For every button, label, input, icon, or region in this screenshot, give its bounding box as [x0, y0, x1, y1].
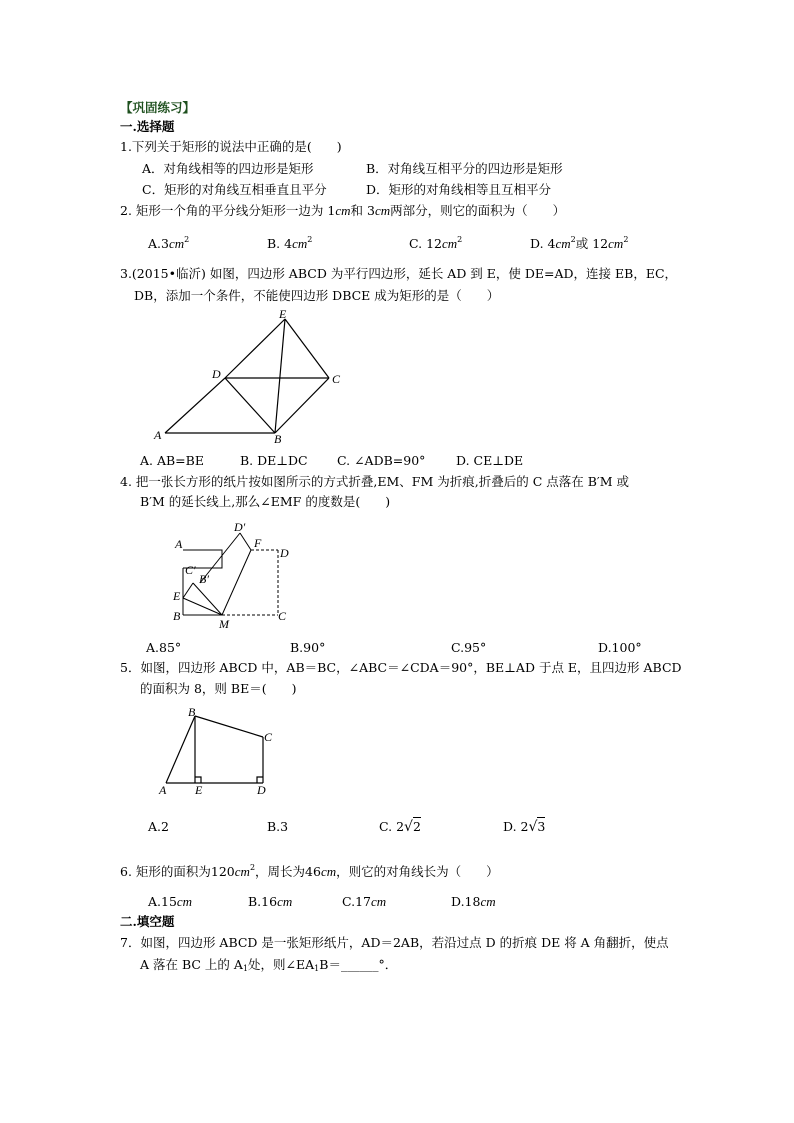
q5-line2: 的面积为 8，则 BE＝( ) — [140, 681, 297, 696]
q3-option-d: D. CE⊥DE — [456, 453, 524, 468]
q4-label-d: D — [280, 546, 289, 560]
q5-label-a: A — [159, 783, 167, 797]
q2-option-d: D. $4cm^2$或 $12cm^2$ — [530, 235, 629, 251]
q3-label-e: E — [279, 307, 287, 321]
q7-line1: 7．如图，四边形 ABCD 是一张矩形纸片，AD＝2AB，若沿过点 D 的折痕 DE 将 A 角翻折，使点 — [120, 935, 669, 950]
q3-option-b: B. DE⊥DC — [240, 453, 308, 468]
q4-option-c: C.95° — [451, 640, 487, 655]
q1-stem: 1.下列关于矩形的说法中正确的是( ) — [120, 139, 342, 154]
q4-label-c-prime: C′ — [185, 563, 196, 577]
q6-option-c: C.17cm — [342, 894, 387, 909]
q4-label-b: B — [173, 609, 181, 623]
q4-line1: 4. 把一张长方形的纸片按如图所示的方式折叠,EM、FM 为折痕,折叠后的 C 点落在 B′M 或 — [120, 474, 629, 489]
part2-heading: 二.填空题 — [120, 914, 175, 929]
q6-option-b: B.16cm — [248, 894, 293, 909]
q5-option-c: C. 2√2 — [379, 819, 421, 835]
q4-option-d: D.100° — [598, 640, 642, 655]
q3-label-b: B — [274, 432, 282, 446]
q2-option-c: C. $12cm^2$ — [409, 235, 463, 251]
q5-line1: 5．如图，四边形 ABCD 中，AB＝BC，∠ABC＝∠CDA＝90°，BE⊥AD 于点 E，且四边形 ABCD — [120, 660, 682, 675]
q2-option-b: B. $4cm^2$ — [267, 235, 313, 251]
q3-label-c: C — [332, 372, 341, 386]
q4-label-a: A — [175, 537, 183, 551]
q4-label-c: C — [278, 609, 287, 623]
q3-label-a: A — [154, 428, 162, 442]
q1-option-a: A．对角线相等的四边形是矩形 — [142, 161, 314, 176]
q2-option-a: $A.3cm^2$ — [148, 235, 190, 251]
part1-heading: 一.选择题 — [120, 119, 175, 134]
q6-stem: 6. 矩形的面积为$120cm^2$，周长为46cm，则它的对角线长为（ ） — [120, 863, 499, 879]
q4-label-e: E — [173, 589, 181, 603]
q4-label-m: M — [219, 617, 229, 631]
q4-option-a: A.85° — [146, 640, 182, 655]
q5-option-b: B.3 — [267, 819, 289, 834]
q4-option-b: B.90° — [290, 640, 326, 655]
q1-option-c: C．矩形的对角线互相垂直且平分 — [142, 182, 327, 197]
q4-label-d-prime: D′ — [234, 520, 246, 534]
q1-option-b: B．对角线互相平分的四边形是矩形 — [366, 161, 563, 176]
q3-option-c: C. ∠ADB=90° — [337, 453, 426, 468]
q4-label-f: F — [254, 536, 262, 550]
q5-option-a: A.2 — [148, 819, 169, 834]
q3-label-d: D — [212, 367, 221, 381]
q6-option-a: A.15cm — [148, 894, 193, 909]
q4-line2: B′M 的延长线上,那么∠EMF 的度数是( ) — [140, 494, 391, 509]
q5-label-e: E — [195, 783, 203, 797]
q2-stem: 2. 矩形一个角的平分线分矩形一边为 1cm和 3cm两部分，则它的面积为（ ） — [120, 203, 566, 218]
q4-label-b-prime: B′ — [199, 572, 209, 586]
q5-label-d: D — [257, 783, 266, 797]
q6-option-d: D.18cm — [451, 894, 496, 909]
q3-line1: 3.(2015•临沂) 如图，四边形 ABCD 为平行四边形，延长 AD 到 E，使 DE=AD，连接 EB，EC， — [120, 266, 678, 281]
q5-option-d: D. 2√3 — [503, 819, 546, 835]
q5-label-c: C — [264, 730, 273, 744]
q3-option-a: A. AB=BE — [140, 453, 204, 468]
q1-option-d: D．矩形的对角线相等且互相平分 — [366, 182, 552, 197]
section-title: 【巩固练习】 — [120, 100, 196, 115]
q3-line2: DB，添加一个条件，不能使四边形 DBCE 成为矩形的是（ ） — [134, 288, 500, 303]
q7-line2: A 落在 BC 上的 $A_1$处，则$\angle EA_1B=\_\_\_\_\_\_^\circ$． — [140, 957, 398, 973]
q5-label-b: B — [188, 705, 196, 719]
